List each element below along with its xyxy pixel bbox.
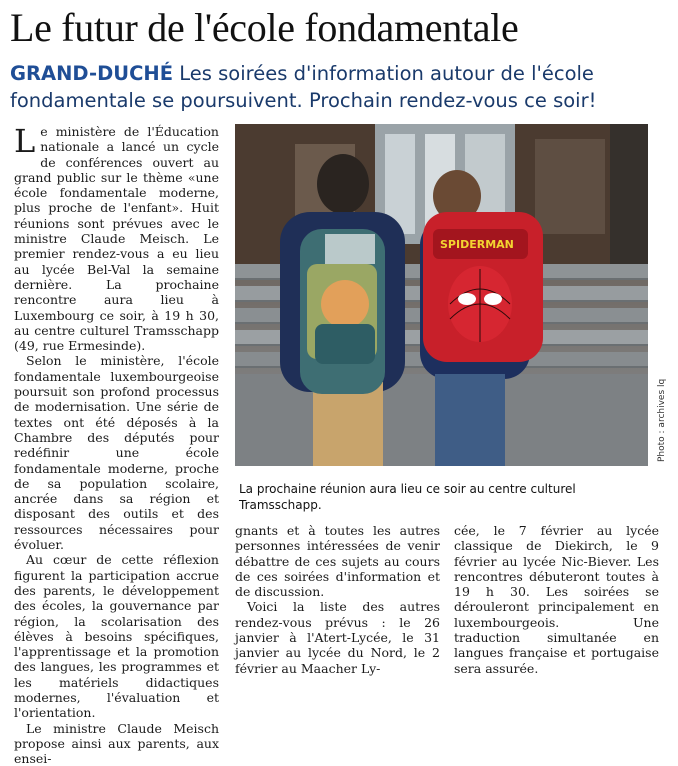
photo-credit: Photo : archives lq — [657, 378, 667, 462]
photo-caption: La prochaine réunion aura lieu ce soir au centre culturel Tramsschapp. — [239, 482, 576, 512]
article-photo — [235, 124, 648, 466]
photo-illustration — [235, 124, 648, 466]
article-paragraph — [14, 124, 219, 353]
article-paragraph: Le ministre Claude Meisch propose ainsi aux parents, aux ensei- — [14, 720, 219, 766]
article-column-2 — [235, 523, 440, 676]
article-paragraph: Selon le ministère, l'école fondamentale luxembourgeoise poursuit son profond processus de modernisation. Une série de textes ont été déposés à la Chambre des députés pour redéfinir une école fondamentale moderne, proche de sa population scolaire, ancrée dans sa région et disposant des outils et des ressources nécessaires pour évoluer. — [14, 353, 219, 553]
paragraph-text: e ministère de l'Éducation nationale a lancé un cycle de conférences ouvert au grand public sur le thème «une école fondamentale moderne, plus proche de l'enfant». Huit réunions sont prévues avec le ministre Claude Meisch. Le premier rendez-vous a eu lieu au lycée Bel-Val la semaine dernière. La prochaine rencontre aura lieu à Luxembourg ce soir, à 19 h 30, au centre culturel Tramsschapp (49, rue Ermesinde). — [14, 124, 219, 354]
article-paragraph: gnants et à toutes les autres personnes intéressées de venir débattre de ces sujets au cours de ces soirées d'information et de discussion. — [235, 523, 440, 600]
bag-label: SPIDERMAN — [440, 238, 514, 251]
article-column-3 — [454, 523, 659, 676]
article-paragraph: Voici la liste des autres rendez-vous prévus : le 26 janvier à l'Atert-Lycée, le 31 janvier au lycée du Nord, le 2 février au Maacher Ly- — [235, 599, 440, 676]
subhead-text: Les soirées d'information autour de l'école fondamentale se poursuivent. Prochain rendez-vous ce soir! — [10, 62, 597, 112]
subhead-kicker: GRAND-DUCHÉ — [10, 62, 174, 85]
subhead — [10, 60, 670, 114]
article-paragraph: cée, le 7 février au lycée classique de Diekirch, le 9 février au lycée Nic-Biever. Les rencontres débuteront toutes à 19 h 30. Les soirées se dérouleront principalement en luxembourgeois. Une traduction simultanée en langues française et portugaise sera assurée. — [454, 523, 659, 676]
drop-cap: L — [14, 122, 36, 160]
article-column-1 — [14, 124, 219, 766]
headline: Le futur de l'école fondamentale — [10, 5, 519, 50]
article-paragraph: Au cœur de cette réflexion figurent la participation accrue des parents, le développement des écoles, la gouvernance par région, la scolarisation des élèves à besoins spécifiques, l'apprentissage et la promotion des langues, les programmes et les matériels didactiques modernes, l'évaluation et l'orientation. — [14, 552, 219, 721]
